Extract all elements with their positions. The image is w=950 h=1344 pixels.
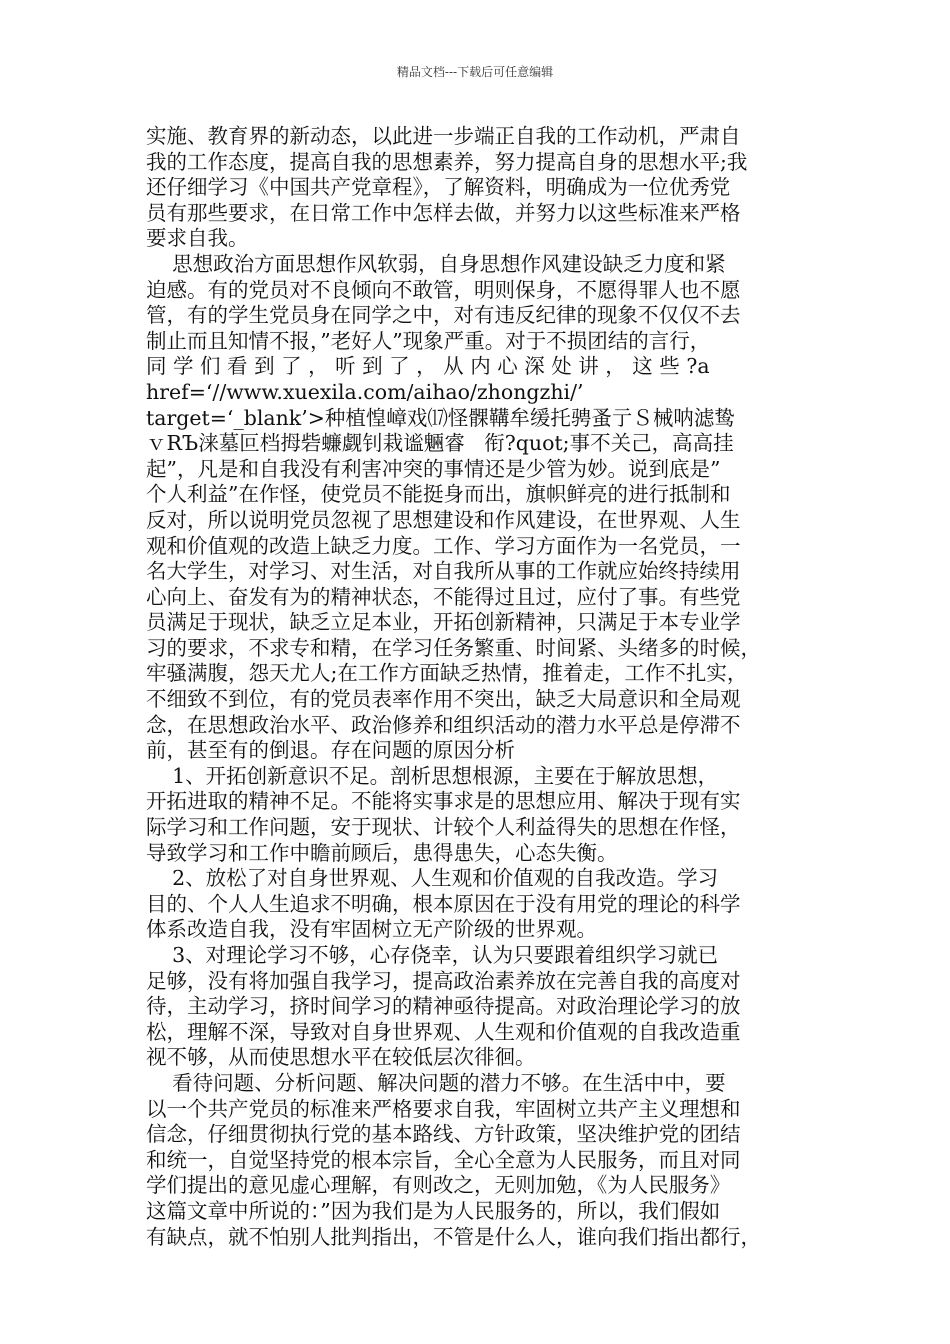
- text-line: ｖRЪ涞墓叵档拇砦蠊觑钊栽谧魎睿 衔?quot;事不关己，高高挂: [146, 431, 734, 456]
- text-line: 迫感。有的党员对不良倾向不敢管，明则保身，不愿得罪人也不愿: [146, 277, 741, 302]
- text-line: 1、开拓创新意识不足。剖析思想根源，主要在于解放思想，: [146, 763, 719, 788]
- text-line: 习的要求，不求专和精，在学习任务繁重、时间紧、头绪多的时候，: [146, 635, 761, 660]
- text-line: 不细致不到位，有的党员表率作用不突出，缺乏大局意识和全局观: [146, 687, 741, 712]
- text-line: 反对，所以说明党员忽视了思想建设和作风建设，在世界观、人生: [146, 507, 741, 532]
- text-line: 实施、教育界的新动态，以此进一步端正自我的工作动机，严肃自: [146, 124, 741, 148]
- text-line: 视不够，从而使思想水平在较低层次徘徊。: [146, 1045, 536, 1070]
- text-line: 导致学习和工作中瞻前顾后，患得患失，心态失衡。: [146, 840, 618, 865]
- text-line: 同 学 们 看 到 了 ， 听 到 了 ， 从 内 心 深 处 讲 ， 这 些 ?a: [146, 354, 710, 379]
- document-body: [146, 124, 811, 1250]
- text-line: 看待问题、分析问题、解决问题的潜力不够。在生活中中，要: [146, 1070, 726, 1095]
- text-line: 制止而且知情不报，”老好人”现象严重。对于不损团结的言行，: [146, 328, 711, 353]
- text-line: 前，甚至有的倒退。存在问题的原因分析: [146, 738, 515, 763]
- text-line: 有缺点，就不怕别人批判指出，不管是什么人，谁向我们指出都行，: [146, 1224, 761, 1249]
- text-line: 信念，仔细贯彻执行党的基本路线、方针政策，坚决维护党的团结: [146, 1122, 741, 1147]
- text-line: 目的、个人人生追求不明确，根本原因在于没有用党的理论的科学: [146, 891, 741, 916]
- text-line: 员有那些要求，在日常工作中怎样去做，并努力以这些标准来严格: [146, 200, 741, 225]
- text-line: 管，有的学生党员身在同学之中，对有违反纪律的现象不仅仅不去: [146, 303, 741, 328]
- text-line: 松，理解不深，导致对自身世界观、人生观和价值观的自我改造重: [146, 1019, 741, 1044]
- text-line: 员满足于现状，缺乏立足本业，开拓创新精神，只满足于本专业学: [146, 610, 741, 635]
- text-line: 2、放松了对自身世界观、人生观和价值观的自我改造。学习: [146, 866, 719, 891]
- text-line: 以一个共产党员的标准来严格要求自我，牢固树立共产主义理想和: [146, 1096, 741, 1121]
- text-line: 牢骚满腹，怨天尤人;在工作方面缺乏热情，推着走，工作不扎实，: [146, 661, 748, 686]
- text-line: 观和价值观的改造上缺乏力度。工作、学习方面作为一名党员，一: [146, 533, 741, 558]
- text-line: 思想政治方面思想作风软弱，自身思想作风建设缺乏力度和紧: [146, 251, 726, 276]
- text-line: 学们提出的意见虚心理解，有则改之，无则加勉，《为人民服务》: [146, 1173, 731, 1198]
- text-line: 我的工作态度，提高自我的思想素养，努力提高自身的思想水平;我: [146, 149, 748, 174]
- text-line: href=‘//www.xuexila.com/aihao/zhongzhi/’: [146, 379, 584, 404]
- text-line: 际学习和工作问题，安于现状、计较个人利益得失的思想在作怪，: [146, 815, 741, 840]
- text-line: 足够，没有将加强自我学习，提高政治素养放在完善自我的高度对: [146, 968, 741, 993]
- text-line: 还仔细学习《中国共产党章程》，了解资料，明确成为一位优秀党: [146, 175, 731, 200]
- text-line: 起”，凡是和自我没有利害冲突的事情还是少管为妙。说到底是”: [146, 456, 721, 481]
- text-line: 念，在思想政治水平、政治修养和组织活动的潜力水平总是停滞不: [146, 712, 741, 737]
- text-line: 要求自我。: [146, 226, 249, 251]
- text-line: 名大学生，对学习、对生活，对自我所从事的工作就应始终持续用: [146, 559, 741, 584]
- text-line: 和统一，自觉坚持党的根本宗旨，全心全意为人民服务，而且对同: [146, 1147, 741, 1172]
- text-line: 这篇文章中所说的：”因为我们是为人民服务的，所以，我们假如: [146, 1198, 721, 1223]
- text-line: 待，主动学习，挤时间学习的精神亟待提高。对政治理论学习的放: [146, 994, 741, 1019]
- text-line: 3、对理论学习不够，心存侥幸，认为只要跟着组织学习就已: [146, 943, 719, 967]
- text-line: 开拓进取的精神不足。不能将实事求是的思想应用、解决于现有实: [146, 789, 741, 814]
- page-header: 精品文档---下载后可任意编辑: [396, 65, 554, 79]
- text-line: 心向上、奋发有为的精神状态，不能得过且过，应付了事。有些党: [146, 584, 741, 609]
- text-line: target=‘_blank’>种植惶嶂戏⒄怪髁鞲牟缓托骋蚤亍Ｓ械呐滤鸷: [146, 405, 735, 430]
- text-line: 体系改造自我，没有牢固树立无产阶级的世界观。: [146, 917, 597, 942]
- text-line: 个人利益”在作怪，使党员不能挺身而出，旗帜鲜亮的进行抵制和: [146, 482, 731, 507]
